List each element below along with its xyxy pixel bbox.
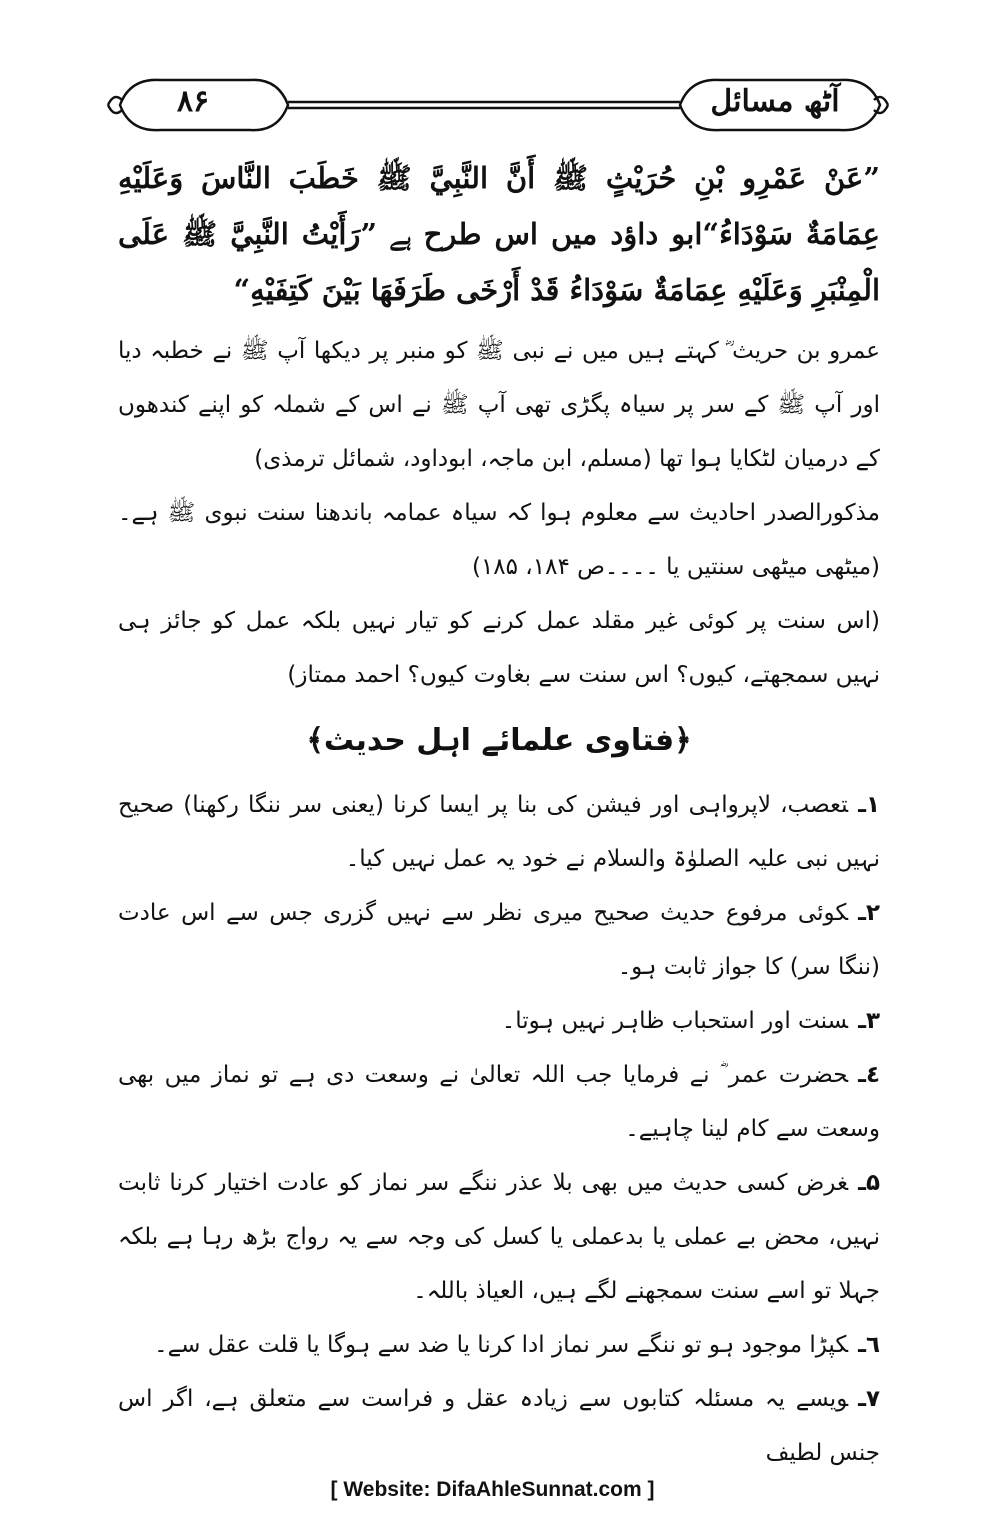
fatawa-list xyxy=(118,778,880,1480)
fatawa-item xyxy=(118,778,880,886)
item-text: غرض کسی حدیث میں بھی بلا عذر ننگے سر نماز کو عادت اختیار کرنا ثابت نہیں، محض بے عملی یا بدعملی یا کسل کی وجہ سے یہ رواج بڑھ رہا ہے بلکہ جہلا تو اسے سنت سمجھنے لگے ہیں، العیاذ باللہ۔ xyxy=(118,1170,880,1304)
fatawa-item xyxy=(118,994,880,1048)
fatawa-item xyxy=(118,1048,880,1156)
fatawa-item xyxy=(118,886,880,994)
item-text: ویسے یہ مسئلہ کتابوں سے زیادہ عقل و فراست سے متعلق ہے، اگر اس جنس لطیف xyxy=(118,1386,880,1466)
item-number: ٤ـ xyxy=(858,1062,880,1088)
website-footer: [ Website: DifaAhleSunnat.com ] xyxy=(330,1478,655,1501)
conclusion-paragraph: مذکورالصدر احادیث سے معلوم ہوا کہ سیاہ عمامہ باندھنا سنت نبوی ﷺ ہے۔ (میٹھی میٹھی سنتیں یا ۔۔۔۔ص ۱۸۴، ۱۸۵) xyxy=(118,500,880,580)
fatawa-item xyxy=(118,1318,880,1372)
item-number: ۲ـ xyxy=(858,900,880,926)
item-number: ٦ـ xyxy=(858,1332,880,1358)
item-number: ۳ـ xyxy=(858,1008,880,1034)
page-body xyxy=(118,150,880,1480)
question-paragraph: (اس سنت پر کوئی غیر مقلد عمل کرنے کو تیار نہیں بلکہ عمل کو جائز ہی نہیں سمجھتے، کیوں؟ اس سنت سے بغاوت کیوں؟ احمد ممتاز) xyxy=(118,608,880,688)
fatawa-item xyxy=(118,1372,880,1480)
item-text: کپڑا موجود ہو تو ننگے سر نماز ادا کرنا یا ضد سے ہوگا یا قلت عقل سے۔ xyxy=(154,1332,849,1358)
translation-paragraph: عمرو بن حریث ؓ کہتے ہیں میں نے نبی ﷺ کو منبر پر دیکھا آپ ﷺ نے خطبہ دیا اور آپ ﷺ کے سر پر سیاہ پگڑی تھی آپ ﷺ نے اس کے شملہ کو اپنے کندھوں کے درمیان لٹکایا ہوا تھا (مسلم، ابن ماجہ، ابوداود، شمائل ترمذی) xyxy=(118,338,880,472)
item-number: ۵ـ xyxy=(858,1170,880,1196)
item-number: ۷ـ xyxy=(858,1386,880,1412)
page-header xyxy=(100,70,890,140)
book-title: آٹھ مسائل xyxy=(710,84,840,119)
page-number: ۸۶ xyxy=(176,84,210,119)
item-text: سنت اور استحباب ظاہر نہیں ہوتا۔ xyxy=(501,1008,849,1034)
item-text: حضرت عمر ؓ نے فرمایا جب اللہ تعالیٰ نے وسعت دی ہے تو نماز میں بھی وسعت سے کام لینا چاہیے۔ xyxy=(118,1062,880,1142)
fatawa-item xyxy=(118,1156,880,1318)
arabic-hadith-paragraph: ”عَنْ عَمْرِو بْنِ حُرَيْثٍ ﷺ أَنَّ النَّبِيَّ ﷺ خَطَبَ النَّاسَ وَعَلَيْهِ عِمَامَةٌ سَوْدَاءُ“ابو داؤد میں اس طرح ہے ”رَأَيْتُ النَّبِيَّ ﷺ عَلَى الْمِنْبَرِ وَعَلَيْهِ عِمَامَةٌ سَوْدَاءُ قَدْ أَرْخَى طَرَفَهَا بَيْنَ كَتِفَيْهِ“ xyxy=(118,161,880,307)
section-heading: ﴿فتاوی علمائے اہل حدیث﴾ xyxy=(306,723,692,758)
item-text: تعصب، لاپرواہی اور فیشن کی بنا پر ایسا کرنا (یعنی سر ننگا رکھنا) صحیح نہیں نبی علیہ الصلوٰۃ والسلام نے خود یہ عمل نہیں کیا۔ xyxy=(118,792,880,872)
item-number: ۱ـ xyxy=(858,792,880,818)
item-text: کوئی مرفوع حدیث صحیح میری نظر سے نہیں گزری جس سے اس عادت (ننگا سر) کا جواز ثابت ہو۔ xyxy=(118,900,880,980)
